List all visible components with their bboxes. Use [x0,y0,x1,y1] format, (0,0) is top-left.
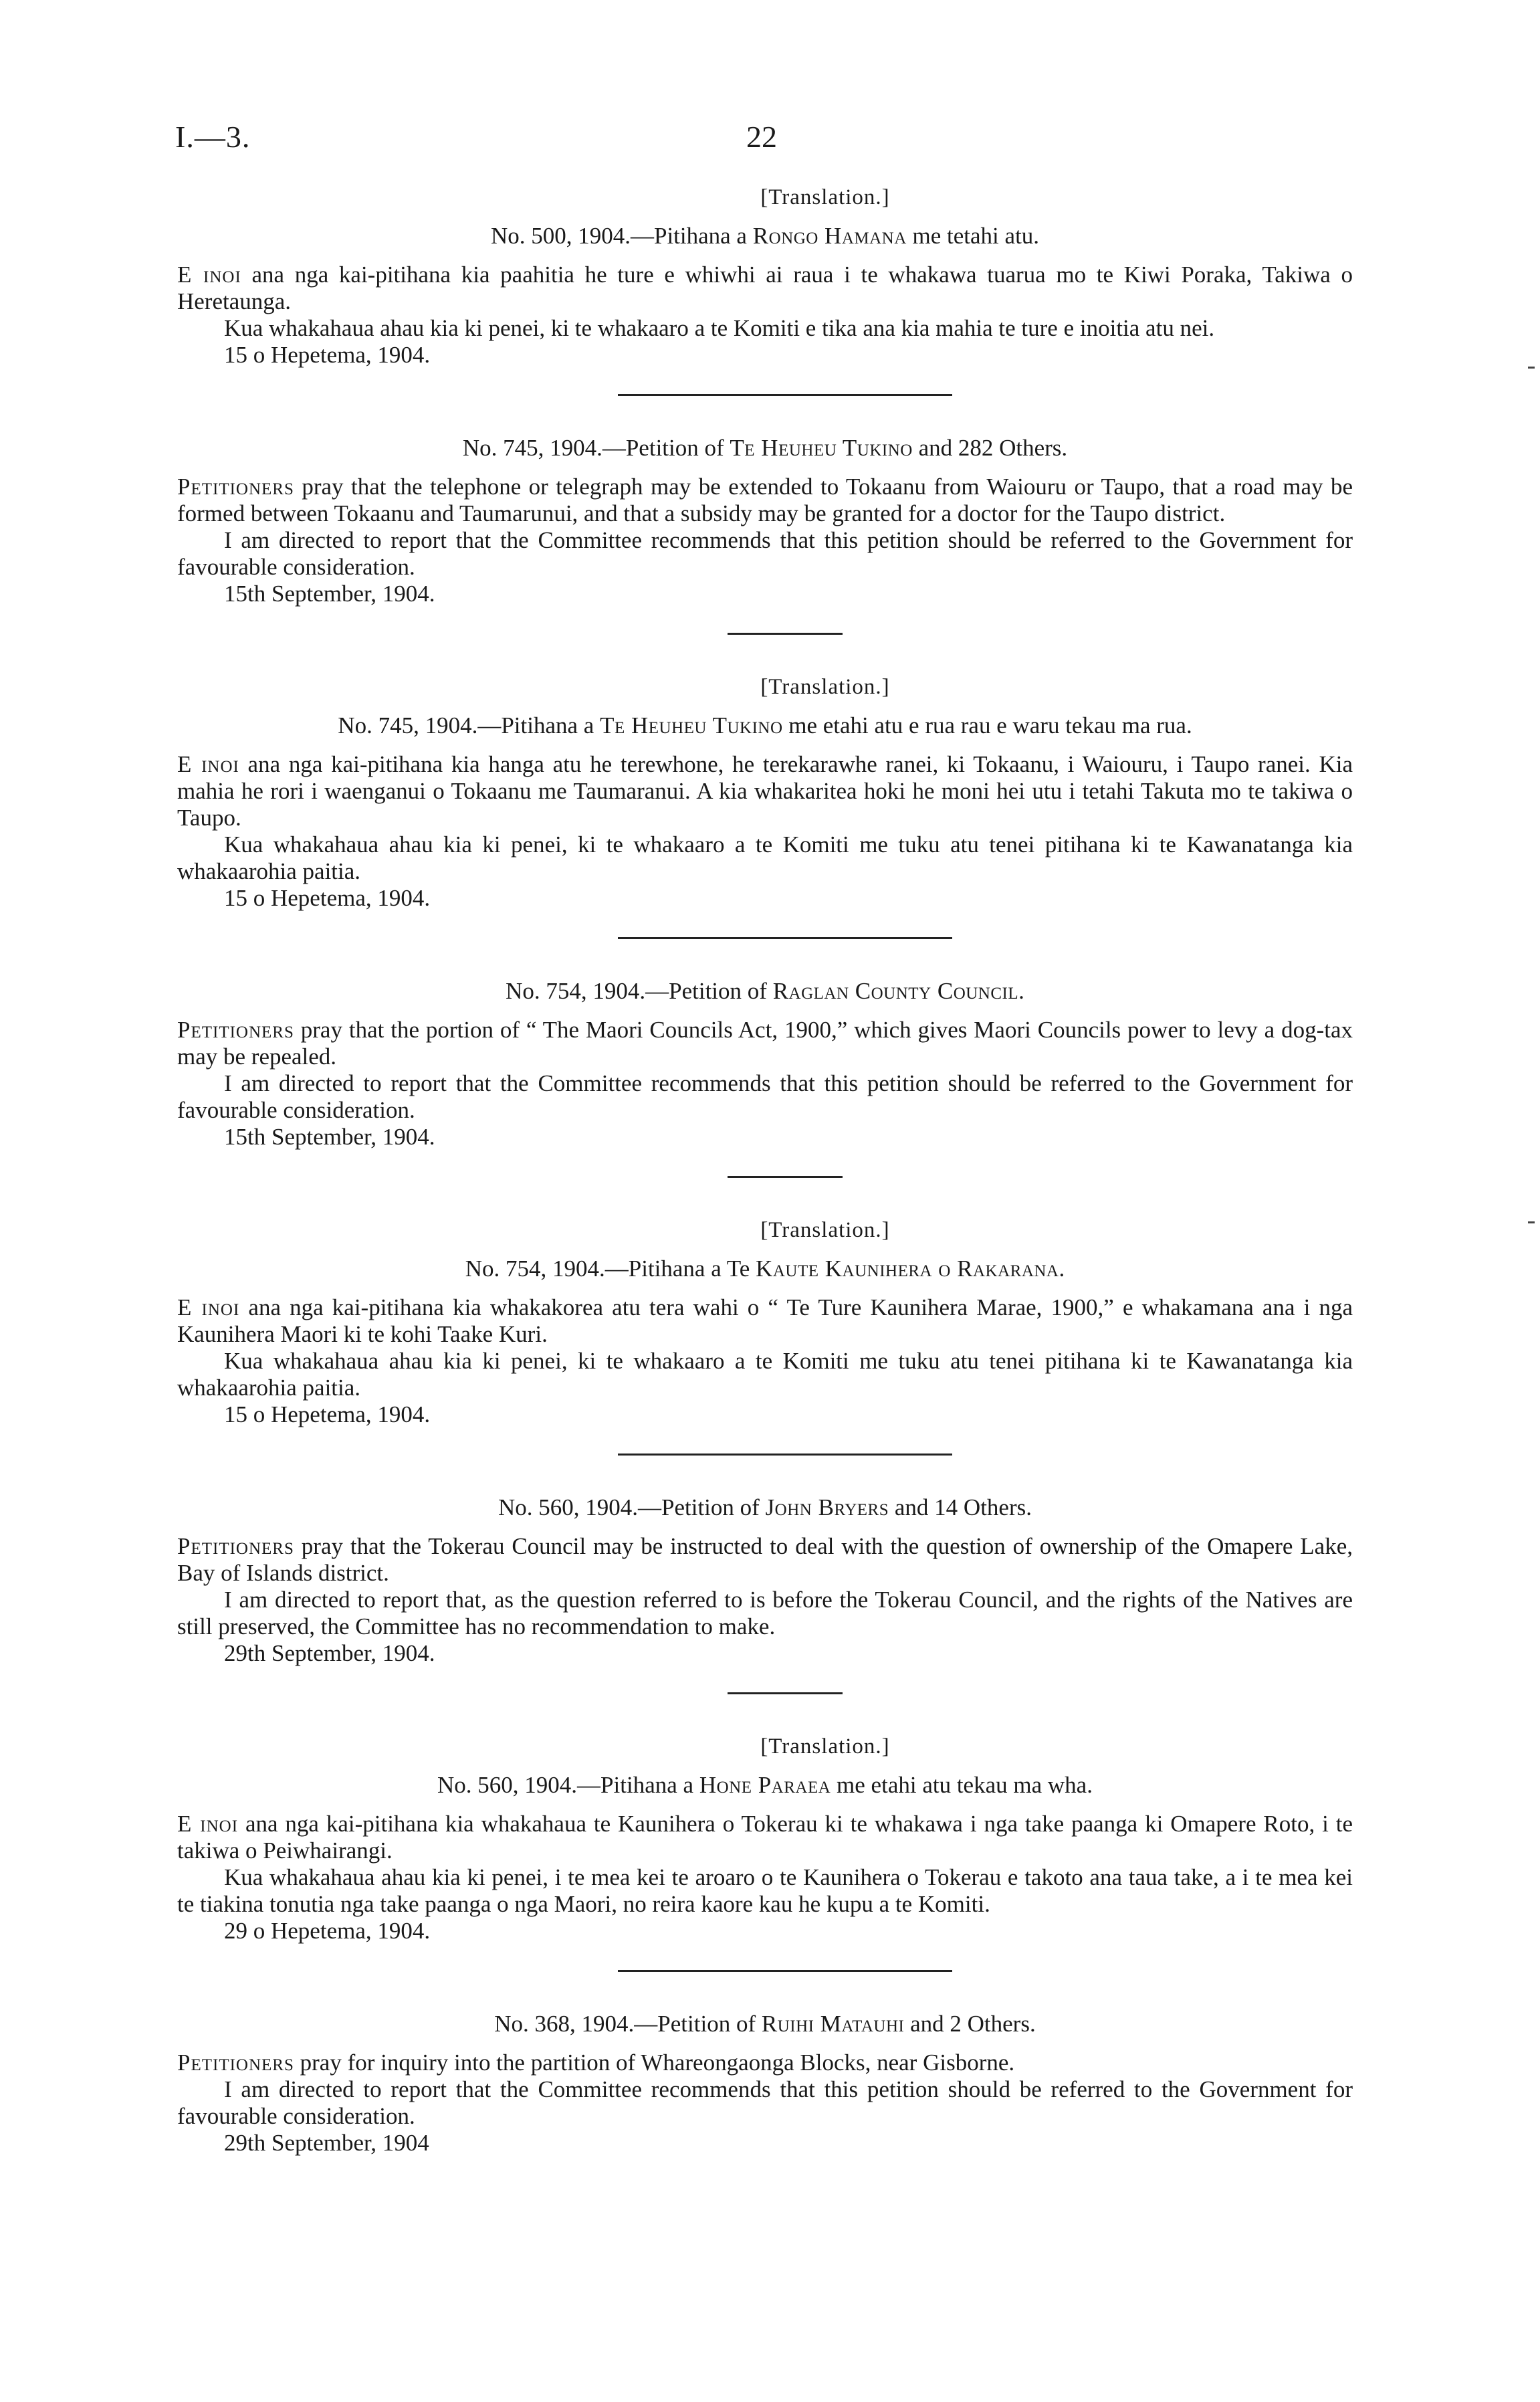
petition-title: No. 500, 1904.—Pitihana a Rongo Hamana me tetahi atu. [490,223,1040,249]
report-date: 15th September, 1904. [224,1124,435,1150]
petition-prayer: E inoi ana nga kai-pitihana kia hanga atu he terewhone, he terekarawhe ranei, ki Tokaanu, i Waiouru, i Taupo ranei. Kia mahia he rori i waenganui o Tokaanu me Taumaranui. A kia whakaritea hoki he moni hei utu i tetahi Takuta mo te takiwa o Taupo. [177,751,1353,831]
report-date: 29 o Hepetema, 1904. [224,1918,431,1944]
committee-report: I am directed to report that the Committee recommends that this petition should be referred to the Government for favourable consideration. [177,1070,1353,1123]
report-date: 29th September, 1904. [224,1640,435,1666]
translation-heading: [Translation.] [760,1734,890,1759]
scan-mark [1528,367,1535,369]
petition-title: No. 754, 1904.—Petition of Raglan County Council. [506,978,1024,1004]
petitioner-name: Te Heuheu Tukino [600,712,783,738]
petitioner-name: Kaute Kaunihera o Rakarana [756,1256,1059,1282]
petition-title: No. 560, 1904.—Petition of John Bryers and 14 Others. [498,1494,1032,1520]
petition-title: No. 754, 1904.—Pitihana a Te Kaute Kaunihera o Rakarana. [465,1256,1065,1282]
page-number: 22 [746,120,777,154]
petition-section [177,184,1353,369]
translation-heading: [Translation.] [760,675,890,699]
committee-report: Kua whakahaua ahau kia ki penei, ki te whakaaro a te Komiti me tuku atu tenei pitihana ki te Kawanatanga kia whakaarohia paitia. [177,831,1353,884]
petition-section [177,435,1353,607]
petition-prayer: E inoi ana nga kai-pitihana kia whakahaua te Kaunihera o Tokerau ki te whakawa i nga take paanga ki Omapere Roto, i te takiwa o Peiwhairangi. [177,1811,1353,1864]
report-date: 15 o Hepetema, 1904. [224,1401,431,1427]
report-date: 15 o Hepetema, 1904. [224,342,431,368]
petitioner-name: Raglan County Council [772,978,1019,1004]
petition-section [177,674,1353,912]
section-divider [728,1176,843,1178]
petition-section [177,1217,1353,1428]
petition-prayer: Petitioners pray for inquiry into the partition of Whareongaonga Blocks, near Gisborne. [177,2049,1015,2076]
report-date: 15 o Hepetema, 1904. [224,885,431,911]
petition-title: No. 745, 1904.—Petition of Te Heuheu Tukino and 282 Others. [462,435,1068,461]
petitions-body [177,184,1353,2157]
report-date: 29th September, 1904 [224,2130,429,2156]
petition-prayer: Petitioners pray that the telephone or telegraph may be extended to Tokaanu from Waiouru or Taupo, that a road may be formed between Tokaanu and Taumarunui, and that a subsidy may be granted for a doctor for the Taupo district. [177,474,1353,526]
section-divider [618,1454,952,1456]
section-divider [728,1692,843,1694]
committee-report: Kua whakahaua ahau kia ki penei, i te mea kei te aroaro o te Kaunihera o Tokerau e takoto ana taua take, a i te mea kei te tiakina tonutia nga take paanga o nga Maori, no reira kaore kau he kupu a te Komiti. [177,1864,1353,1917]
section-divider [618,394,952,396]
petition-prayer: Petitioners pray that the Tokerau Council may be instructed to deal with the question of ownership of the Omapere Lake, Bay of Islands district. [177,1533,1353,1586]
petition-title: No. 745, 1904.—Pitihana a Te Heuheu Tukino me etahi atu e rua rau e waru tekau ma rua. [338,712,1192,738]
petition-title: No. 368, 1904.—Petition of Ruihi Matauhi and 2 Others. [494,2011,1036,2037]
section-divider [618,937,952,939]
report-date: 15th September, 1904. [224,581,435,607]
petition-title: No. 560, 1904.—Pitihana a Hone Paraea me etahi atu tekau ma wha. [437,1772,1093,1798]
petition-section [177,1733,1353,1944]
scan-mark [1528,1221,1535,1223]
committee-report: I am directed to report that the Committee recommends that this petition should be referred to the Government for favourable consideration. [177,2076,1353,2129]
section-divider [728,633,843,635]
translation-heading: [Translation.] [760,185,890,209]
petitioner-name: Ruihi Matauhi [761,2011,905,2037]
petitioner-name: Te Heuheu Tukino [730,435,913,461]
petition-prayer: E inoi ana nga kai-pitihana kia whakakorea atu tera wahi o “ Te Ture Kaunihera Marae, 1900,” e whakamana ana i nga Kaunihera Maori ki te kohi Taake Kuri. [177,1294,1353,1347]
petitioner-name: Hone Paraea [699,1772,831,1798]
committee-report: Kua whakahaua ahau kia ki penei, ki te whakaaro a te Komiti e tika ana kia mahia te ture e inoitia atu nei. [224,315,1215,341]
committee-report: I am directed to report that the Committee recommends that this petition should be referred to the Government for favourable consideration. [177,527,1353,580]
petition-section [177,1494,1353,1667]
translation-heading: [Translation.] [760,1218,890,1242]
committee-report: I am directed to report that, as the question referred to is before the Tokerau Council, and the rights of the Natives are still preserved, the Committee has no recommendation to make. [177,1587,1353,1639]
petition-section [177,2011,1353,2157]
section-divider [618,1970,952,1972]
petition-section [177,978,1353,1150]
petition-prayer: Petitioners pray that the portion of “ The Maori Councils Act, 1900,” which gives Maori Councils power to levy a dog-tax may be repealed. [177,1017,1353,1070]
petitioner-name: Rongo Hamana [752,223,907,249]
paper-reference: I.—3. [175,120,251,154]
petitioner-name: John Bryers [765,1494,889,1520]
petition-prayer: E inoi ana nga kai-pitihana kia paahitia he ture e whiwhi ai raua i te whakawa tuarua mo te Kiwi Poraka, Takiwa o Heretaunga. [177,262,1353,314]
committee-report: Kua whakahaua ahau kia ki penei, ki te whakaaro a te Komiti me tuku atu tenei pitihana ki te Kawanatanga kia whakaarohia paitia. [177,1348,1353,1401]
